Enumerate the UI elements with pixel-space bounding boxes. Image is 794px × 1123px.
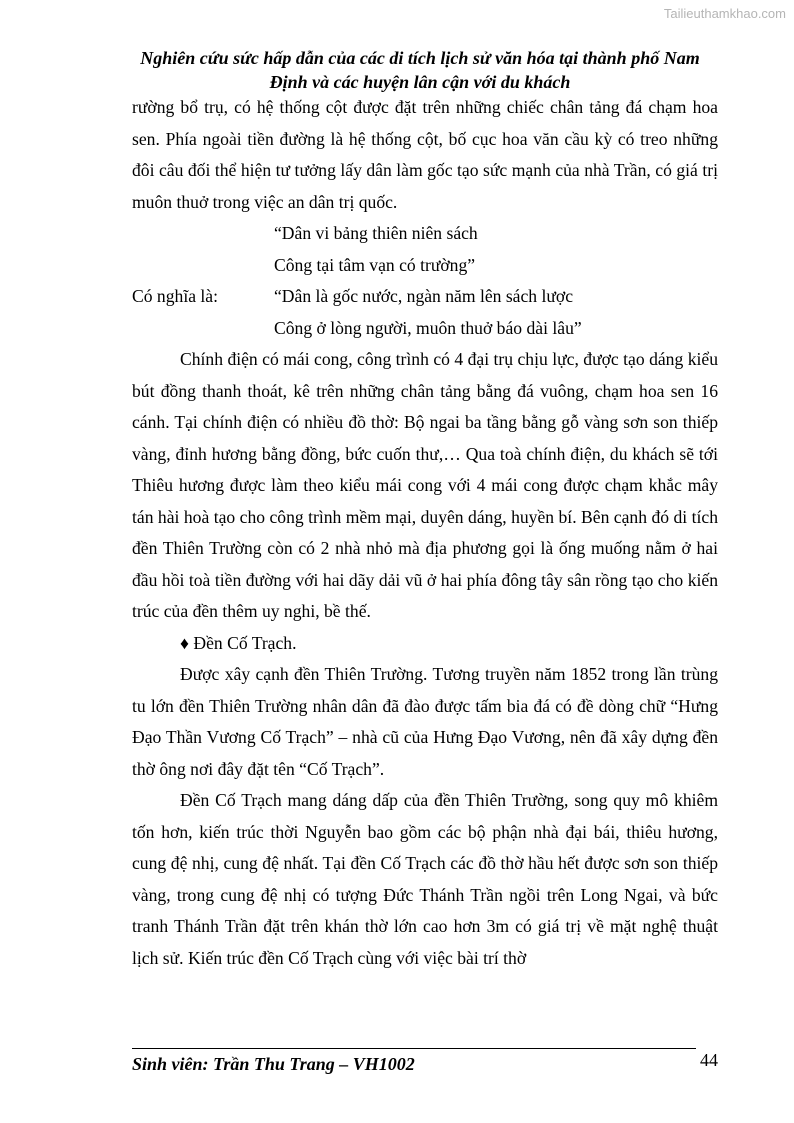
watermark: Tailieuthamkhao.com <box>663 6 786 21</box>
page-number: 44 <box>700 1050 718 1070</box>
verse-text: “Dân là gốc nước, ngàn năm lên sách lược <box>274 286 574 306</box>
footer-author: Sinh viên: Trần Thu Trang – VH1002 <box>132 1054 415 1074</box>
verse-line <box>132 313 718 345</box>
verse-block <box>132 218 718 344</box>
section-heading: ♦ Đền Cố Trạch. <box>180 632 297 653</box>
verse-line <box>132 281 718 313</box>
paragraph-1: rường bổ trụ, có hệ thống cột được đặt trên những chiếc chân tảng đá chạm hoa sen. Phía ngoài tiền đường là hệ thống cột, bố cục hoa văn cầu kỳ có treo những đôi câu đối thể hiện tư tưởng lấy dân làm gốc tạo sức mạnh của nhà Trần, có giá trị muôn thuở trong việc an dân trị quốc. <box>132 97 718 212</box>
verse-line <box>132 218 718 250</box>
verse-label <box>132 250 274 282</box>
verse-label <box>132 313 274 345</box>
verse-text: “Dân vi bảng thiên niên sách <box>274 223 478 243</box>
verse-text: Công ở lòng người, muôn thuở báo dài lâu” <box>274 317 582 338</box>
verse-line <box>132 250 718 282</box>
footer-divider <box>132 1048 696 1049</box>
paragraph-3: Được xây cạnh đền Thiên Trường. Tương truyền năm 1852 trong lần trùng tu lớn đền Thiên Trường nhân dân đã đào được tấm bia đá có đề dòng chữ “Hưng Đạo Thần Vương Cố Trạch” – nhà cũ của Hưng Đạo Vương, nên đã xây dựng đền thờ ông nơi đây đặt tên “Cố Trạch”. <box>132 664 718 779</box>
document-body <box>132 92 718 974</box>
verse-text: Công tại tâm vạn có trường” <box>274 254 476 275</box>
running-header <box>120 46 720 94</box>
paragraph-2: Chính điện có mái cong, công trình có 4 đại trụ chịu lực, được tạo dáng kiểu bút đồng thanh thoát, kê trên những chân tảng bằng đá vuông, chạm hoa sen 16 cánh. Tại chính điện có nhiều đồ thờ: Bộ ngai ba tầng bằng gỗ vàng sơn son thiếp vàng, đỉnh hương bằng đồng, bức cuốn thư,… Qua toà chính điện, du khách sẽ tới Thiêu hương được làm theo kiểu mái cong với 4 mái cong được chạm khắc mây tán hài hoà tạo cho công trình mềm mại, duyên dáng, huyền bí. Bên cạnh đó di tích đền Thiên Trường còn có 2 nhà nhỏ mà địa phương gọi là ống muống nằm ở hai đầu hồi toà tiền đường với hai dãy dải vũ ở hai phía đông tây sân rồng tạo cho kiến trúc của đền thêm uy nghi, bề thế. <box>132 349 718 621</box>
verse-label: Có nghĩa là: <box>132 286 219 306</box>
paragraph-4: Đền Cố Trạch mang dáng dấp của đền Thiên Trường, song quy mô khiêm tốn hơn, kiến trúc thời Nguyễn bao gồm các bộ phận nhà đại bái, thiêu hương, cung đệ nhị, cung đệ nhất. Tại đền Cố Trạch các đồ thờ hầu hết được sơn son thiếp vàng, trong cung đệ nhị có tượng Đức Thánh Trần ngồi trên Long Ngai, và bức tranh Thánh Trần đặt trên khán thờ lớn cao hơn 3m có giá trị về mặt nghệ thuật lịch sử. Kiến trúc đền Cố Trạch cùng với việc bài trí thờ <box>132 790 718 968</box>
header-line-1: Nghiên cứu sức hấp dẫn của các di tích lịch sử văn hóa tại thành phố Nam <box>140 48 700 68</box>
header-line-2: Định và các huyện lân cận với du khách <box>269 72 571 92</box>
verse-label <box>132 218 274 250</box>
